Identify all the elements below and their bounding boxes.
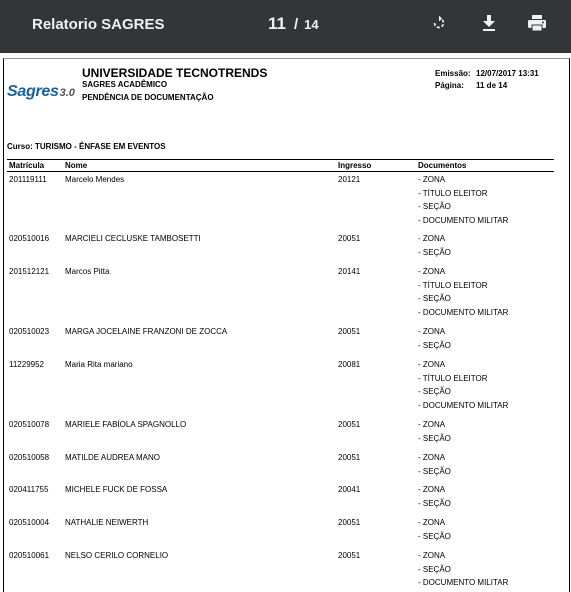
cell-nome: MARCIELI CECLUSKE TAMBOSETTI xyxy=(65,234,201,243)
document-item: - ZONA xyxy=(418,175,446,184)
page-separator: / xyxy=(293,16,299,33)
document-item: - DOCUMENTO MILITAR xyxy=(418,215,509,225)
document-item: - ZONA xyxy=(418,420,446,429)
document-item: - SEÇÃO xyxy=(418,531,451,541)
document-item: - SEÇÃO xyxy=(418,202,451,211)
cell-ingresso: 20051 xyxy=(338,234,361,243)
cell-matricula: 020510016 xyxy=(9,234,50,243)
cell-ingresso: 20051 xyxy=(338,453,361,462)
document-item: - TÍTULO ELEITOR xyxy=(418,280,488,290)
document-item: - SEÇÃO xyxy=(418,387,451,396)
cell-documentos xyxy=(418,485,451,512)
document-title: Relatorio SAGRES xyxy=(32,16,165,33)
cell-ingresso: 20051 xyxy=(338,551,361,560)
cell-nome: MICHELE FUCK DE FOSSA xyxy=(65,485,168,494)
cell-matricula: 020411755 xyxy=(9,485,49,494)
cell-documentos xyxy=(418,551,508,592)
cell-documentos xyxy=(418,175,508,229)
document-item: - ZONA xyxy=(418,485,446,494)
cell-ingresso: 20051 xyxy=(338,327,361,336)
print-icon xyxy=(527,14,547,37)
document-item: - TÍTULO ELEITOR xyxy=(418,373,488,383)
cell-ingresso: 20121 xyxy=(338,175,361,184)
sagres-logo: Sagres3.0 xyxy=(7,83,75,100)
document-item: - ZONA xyxy=(418,360,446,369)
page-indicator xyxy=(268,14,319,34)
cell-documentos xyxy=(418,518,451,545)
download-icon xyxy=(481,14,497,37)
cell-nome: NELSO CERILO CORNELIO xyxy=(65,551,169,560)
document-item: - DOCUMENTO MILITAR xyxy=(418,400,509,410)
cell-ingresso: 20081 xyxy=(338,360,361,369)
cell-matricula: 020510061 xyxy=(9,551,50,560)
document-item: - ZONA xyxy=(418,453,446,462)
course-label: Curso: TURISMO - ÊNFASE EM EVENTOS xyxy=(7,142,166,151)
viewer-toolbar xyxy=(0,0,571,53)
cell-ingresso: 20041 xyxy=(338,485,361,494)
cell-matricula: 020510023 xyxy=(9,327,50,336)
cell-matricula: 020510004 xyxy=(9,518,50,527)
emissao-label: Emissão: xyxy=(435,69,471,78)
cell-ingresso: 20051 xyxy=(338,420,361,429)
col-ingresso: Ingresso xyxy=(338,161,372,170)
rotate-button[interactable] xyxy=(428,14,450,36)
university-name: UNIVERSIDADE TECNOTRENDS xyxy=(82,66,268,80)
emissao-value: 12/07/2017 13:31 xyxy=(476,69,539,78)
cell-documentos xyxy=(418,360,508,414)
total-pages: 14 xyxy=(304,17,319,32)
cell-matricula: 11229952 xyxy=(9,360,44,369)
cell-matricula: 201512121 xyxy=(9,267,50,276)
cell-nome: MARGA JOCELAINE FRANZONI DE ZOCCA xyxy=(65,327,228,336)
cell-nome: MARIELE FABÍOLA SPAGNOLLO xyxy=(65,420,187,429)
system-name: SAGRES ACADÊMICO xyxy=(82,80,168,89)
cell-nome: Marcelo Mendes xyxy=(65,175,125,184)
current-page-input[interactable]: 11 xyxy=(268,14,286,33)
pagina-value: 11 de 14 xyxy=(476,81,508,90)
document-item: - SEÇÃO xyxy=(418,498,451,508)
document-item: - ZONA xyxy=(418,551,446,560)
document-item: - DOCUMENTO MILITAR xyxy=(418,578,509,587)
cell-ingresso: 20141 xyxy=(338,267,361,276)
cell-documentos xyxy=(418,267,508,321)
pagina-label: Página: xyxy=(435,81,464,90)
document-item: - ZONA xyxy=(418,518,446,527)
rotate-icon xyxy=(430,14,448,37)
document-item: - SEÇÃO xyxy=(418,433,451,443)
cell-nome: NATHALIE NEIWERTH xyxy=(65,518,149,527)
cell-matricula: 020510078 xyxy=(9,420,50,429)
document-item: - SEÇÃO xyxy=(418,564,451,574)
cell-matricula: 201119111 xyxy=(9,175,47,184)
col-matricula: Matrícula xyxy=(9,161,45,170)
document-item: - SEÇÃO xyxy=(418,247,451,257)
cell-matricula: 020510058 xyxy=(9,453,50,462)
document-item: - ZONA xyxy=(418,267,446,276)
document-item: - TÍTULO ELEITOR xyxy=(418,188,488,198)
document-item: - DOCUMENTO MILITAR xyxy=(418,307,509,317)
report-page xyxy=(3,58,570,592)
report-name: PENDÊNCIA DE DOCUMENTAÇÃO xyxy=(82,93,214,102)
cell-nome: Maria Rita mariano xyxy=(65,360,133,369)
cell-nome: Marcos Pitta xyxy=(65,267,110,276)
document-item: - ZONA xyxy=(418,327,446,336)
print-button[interactable] xyxy=(526,14,548,36)
document-item: - SEÇÃO xyxy=(418,294,451,303)
cell-documentos xyxy=(418,234,451,261)
download-button[interactable] xyxy=(478,14,500,36)
table-header xyxy=(7,159,554,172)
col-documentos: Documentos xyxy=(418,161,467,170)
cell-ingresso: 20051 xyxy=(338,518,361,527)
document-item: - SEÇÃO xyxy=(418,340,451,350)
document-item: - ZONA xyxy=(418,234,446,243)
col-nome: Nome xyxy=(65,161,88,170)
cell-documentos xyxy=(418,453,451,480)
document-item: - SEÇÃO xyxy=(418,466,451,476)
cell-documentos xyxy=(418,420,451,447)
cell-documentos xyxy=(418,327,451,354)
cell-nome: MATILDE AUDREA MANO xyxy=(65,453,160,462)
